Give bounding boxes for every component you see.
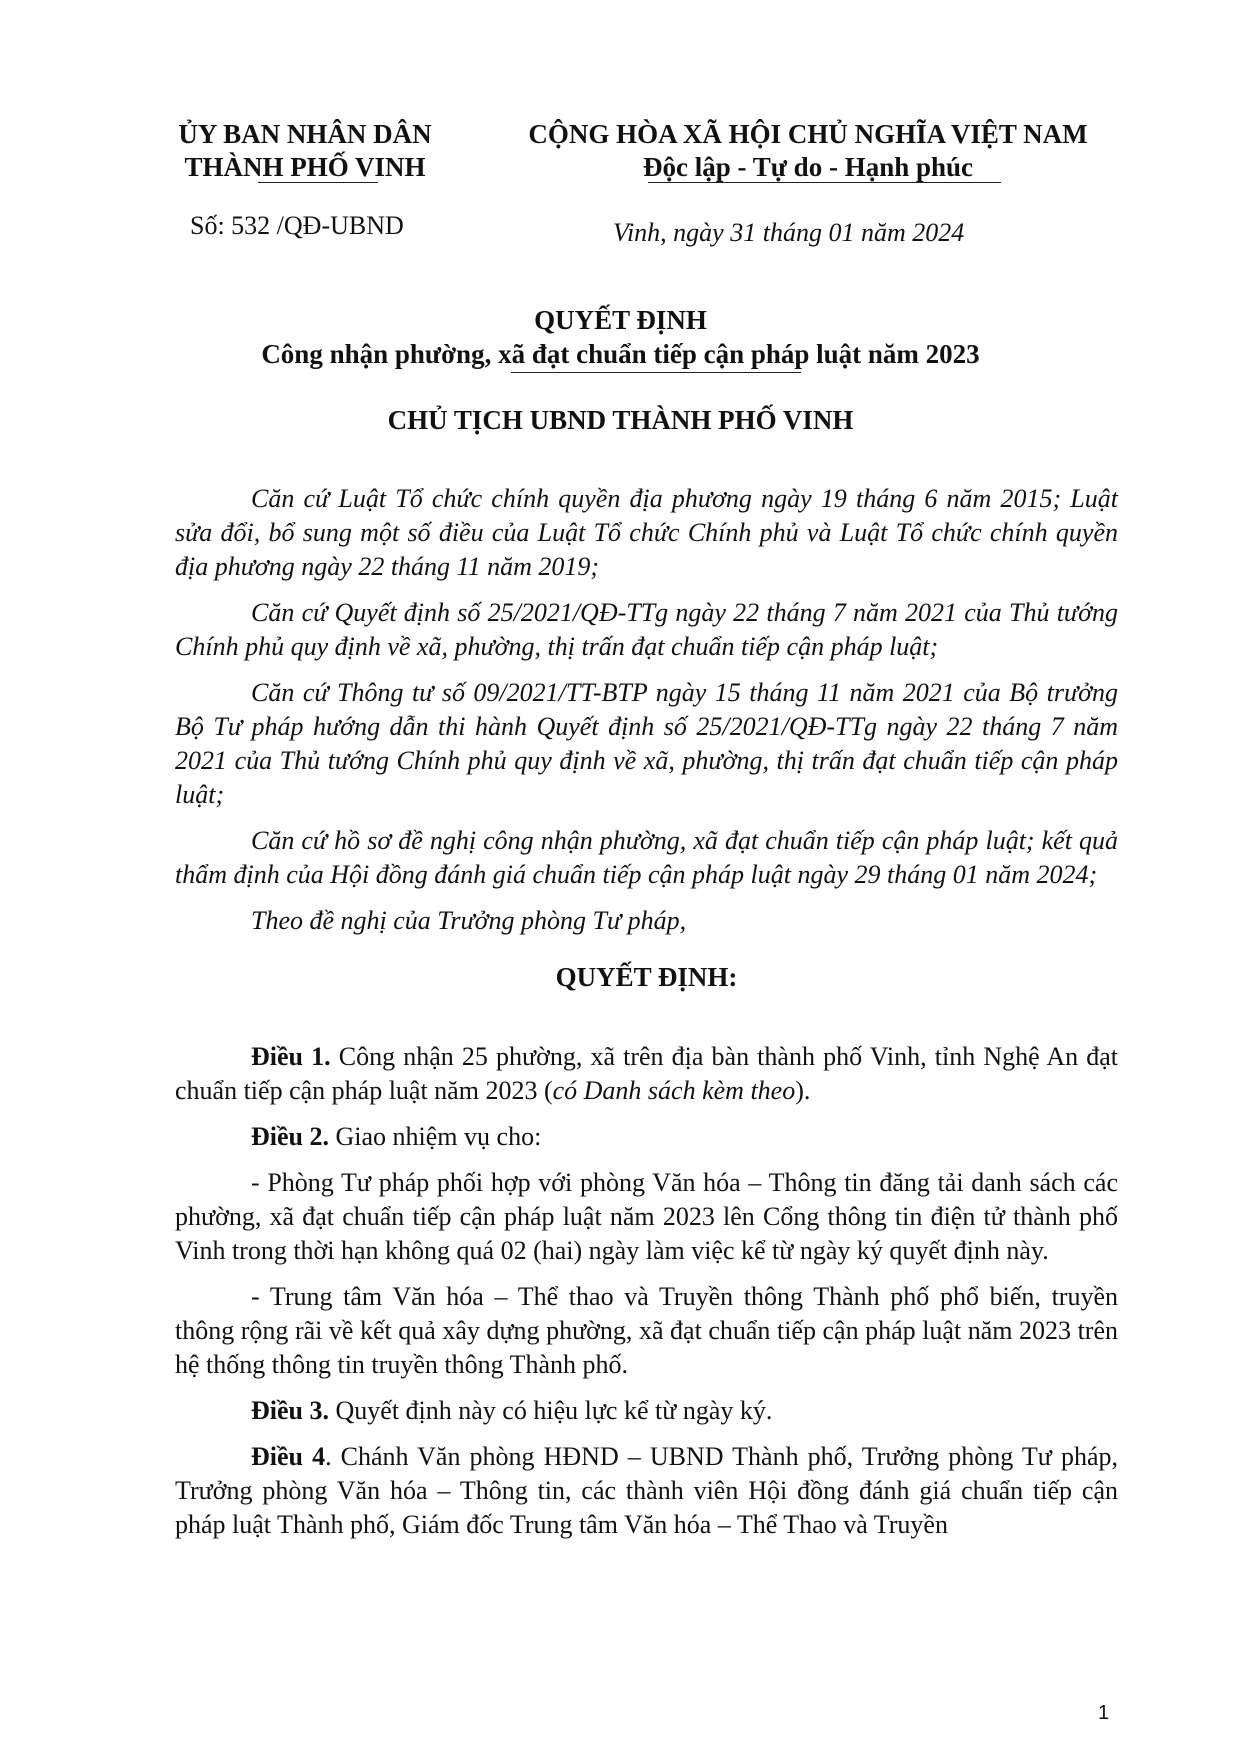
article-2-text: Giao nhiệm vụ cho:: [329, 1122, 542, 1151]
preamble-clause-4: Căn cứ hồ sơ đề nghị công nhận phường, xã đạt chuẩn tiếp cận pháp luật; kết quả thẩm định của Hội đồng đánh giá chuẩn tiếp cận pháp luật ngày 29 tháng 01 năm 2024;: [175, 826, 1118, 889]
page-number: 1: [1098, 1702, 1110, 1724]
article-1: [175, 1040, 1118, 1108]
preamble-clause-2: Căn cứ Quyết định số 25/2021/QĐ-TTg ngày 22 tháng 7 năm 2021 của Thủ tướng Chính phủ quy định về xã, phường, thị trấn đạt chuẩn tiếp cận pháp luật;: [175, 598, 1118, 661]
article-4-label: Điều 4: [251, 1442, 326, 1471]
article-2: [175, 1120, 1118, 1154]
preamble-proposal: Theo đề nghị của Trưởng phòng Tư pháp,: [251, 906, 687, 935]
article-3-label: Điều 3.: [251, 1396, 329, 1425]
agency-name: [170, 118, 440, 184]
article-1-italic: có Danh sách kèm theo: [552, 1076, 796, 1105]
article-1-end: ).: [795, 1076, 811, 1105]
nation-line-2: Độc lập - Tự do - Hạnh phúc: [642, 152, 974, 182]
document-number: Số: 532 /QĐ-UBND: [190, 211, 404, 240]
national-motto: [498, 118, 1118, 184]
article-4-text: . Chánh Văn phòng HĐND – UBND Thành phố, Trưởng phòng Tư pháp, Trưởng phòng Văn hóa – Thông tin, các thành viên Hội đồng đánh giá chuẩn tiếp cận pháp luật Thành phố, Giám đốc Trung tâm Văn hóa – Thể Thao và Truyền: [175, 1442, 1118, 1539]
document-type: QUYẾT ĐỊNH: [534, 305, 707, 335]
decision-heading: QUYẾT ĐỊNH:: [555, 962, 738, 992]
article-2-label: Điều 2.: [251, 1122, 329, 1151]
preamble-clause-1: Căn cứ Luật Tổ chức chính quyền địa phương ngày 19 tháng 6 năm 2015; Luật sửa đổi, bổ sung một số điều của Luật Tổ chức Chính phủ và Luật Tổ chức chính quyền địa phương ngày 22 tháng 11 năm 2019;: [175, 484, 1118, 581]
issuing-authority: CHỦ TỊCH UBND THÀNH PHỐ VINH: [387, 405, 854, 435]
document-date: Vinh, ngày 31 tháng 01 năm 2024: [613, 218, 965, 247]
agency-line-1: ỦY BAN NHÂN DÂN: [178, 119, 432, 149]
motto-underline: [648, 182, 1001, 183]
agency-underline: [258, 182, 378, 183]
article-2-item-1: - Phòng Tư pháp phối hợp với phòng Văn hóa – Thông tin đăng tải danh sách các phường, xã đạt chuẩn tiếp cận pháp luật năm 2023 lên Cổng thông tin điện tử thành phố Vinh trong thời hạn không quá 02 (hai) ngày làm việc kể từ ngày ký quyết định này.: [175, 1168, 1118, 1265]
agency-line-2: THÀNH PHỐ VINH: [184, 152, 426, 182]
preamble-clause-3: Căn cứ Thông tư số 09/2021/TT-BTP ngày 15 tháng 11 năm 2021 của Bộ trưởng Bộ Tư pháp hướng dẫn thi hành Quyết định số 25/2021/QĐ-TTg ngày 22 tháng 7 năm 2021 của Thủ tướng Chính phủ quy định về xã, phường, thị trấn đạt chuẩn tiếp cận pháp luật;: [175, 678, 1118, 809]
document-body: [175, 482, 1118, 1554]
nation-line-1: CỘNG HÒA XÃ HỘI CHỦ NGHĨA VIỆT NAM: [528, 119, 1088, 149]
article-2-item-2: - Trung tâm Văn hóa – Thể thao và Truyền thông Thành phố phổ biến, truyền thông rộng rãi về kết quả xây dựng phường, xã đạt chuẩn tiếp cận pháp luật năm 2023 trên hệ thống thông tin truyền thông Thành phố.: [175, 1282, 1118, 1379]
article-1-text: Công nhận 25 phường, xã trên địa bàn thành phố Vinh, tỉnh Nghệ An đạt chuẩn tiếp cận pháp luật năm 2023 (: [175, 1042, 1119, 1105]
article-3: [175, 1394, 1118, 1428]
article-4: [175, 1440, 1118, 1542]
document-subject: Công nhận phường, xã đạt chuẩn tiếp cận pháp luật năm 2023: [261, 339, 980, 369]
article-3-text: Quyết định này có hiệu lực kể từ ngày ký.: [329, 1396, 773, 1425]
article-1-label: Điều 1.: [251, 1042, 331, 1071]
subject-underline: [511, 372, 801, 373]
